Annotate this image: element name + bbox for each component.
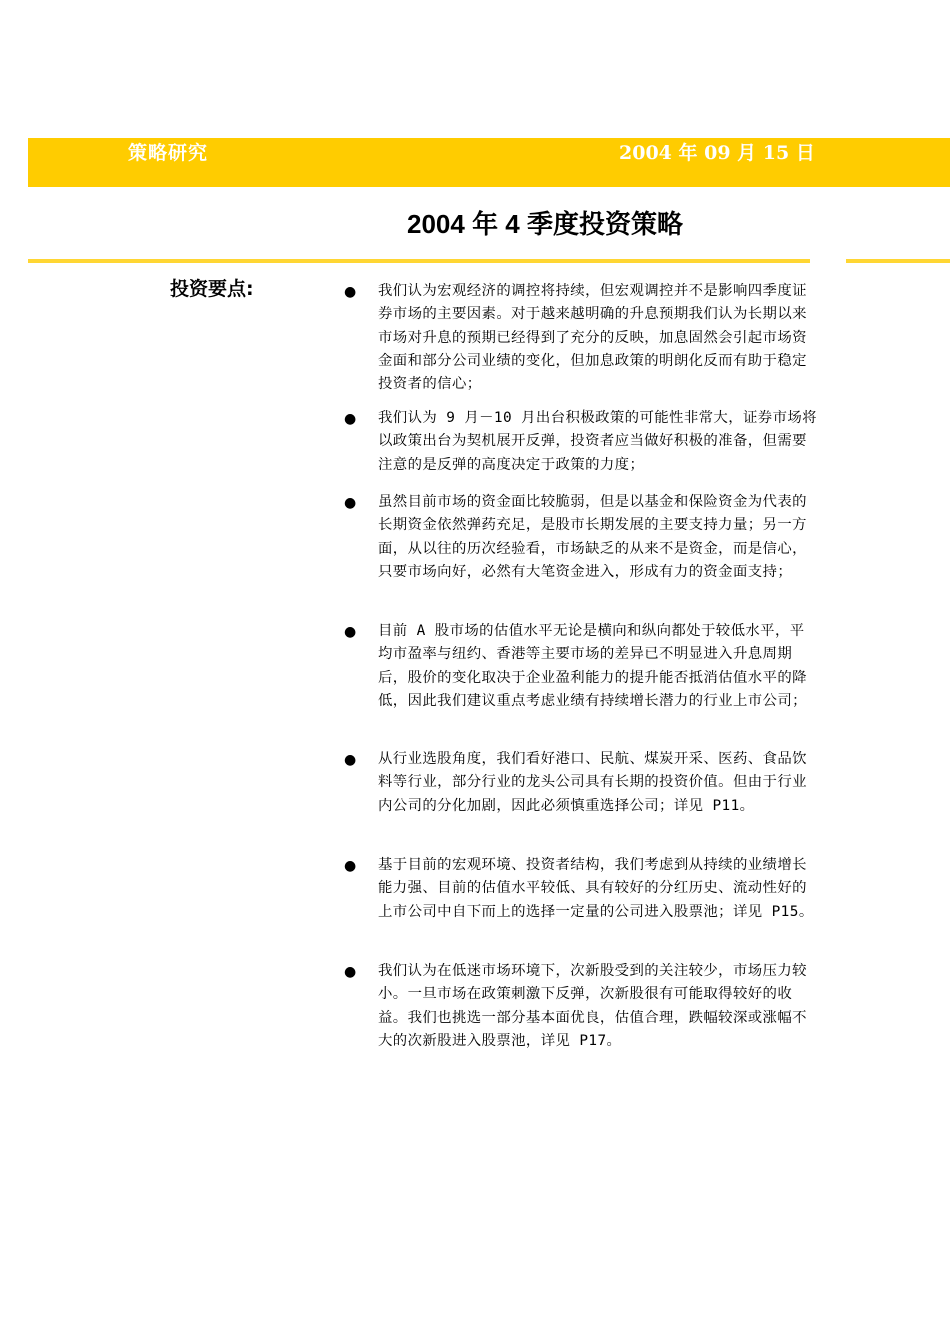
document-title: 2004 年 4 季度投资策略 bbox=[407, 209, 683, 239]
bullet-icon: ● bbox=[344, 858, 357, 874]
title-divider bbox=[28, 259, 950, 263]
key-point-text: 目前 A 股市场的估值水平无论是横向和纵向都处于较低水平，平均市盈率与纽约、香港等主要市场的差异已不明显进入升息周期后，股价的变化取决于企业盈利能力的提升能否抵消估值水平的降低，因此我们建议重点考虑业绩有持续增长潜力的行业上市公司； bbox=[378, 623, 807, 709]
report-date: 2004 年 09 月 15 日 bbox=[619, 142, 815, 164]
key-points-label: 投资要点: bbox=[170, 278, 254, 300]
bullet-icon: ● bbox=[344, 284, 357, 300]
key-point-text: 从行业选股角度，我们看好港口、民航、煤炭开采、医药、食品饮料等行业，部分行业的龙头公司具有长期的投资价值。但由于行业内公司的分化加剧，因此必须慎重选择公司；详见 P11。 bbox=[378, 751, 807, 814]
key-point-text: 我们认为宏观经济的调控将持续，但宏观调控并不是影响四季度证券市场的主要因素。对于越来越明确的升息预期我们认为长期以来市场对升息的预期已经得到了充分的反映，加息固然会引起市场资金面和部分公司业绩的变化，但加息政策的明朗化反而有助于稳定投资者的信心； bbox=[378, 283, 807, 393]
key-point-text: 我们认为在低迷市场环境下，次新股受到的关注较少，市场压力较小。一旦市场在政策刺激下反弹，次新股很有可能取得较好的收益。我们也挑选一部分基本面优良，估值合理，跌幅较深或涨幅不大的次新股进入股票池，详见 P17。 bbox=[378, 963, 807, 1049]
bullet-icon: ● bbox=[344, 624, 357, 640]
key-point-text: 虽然目前市场的资金面比较脆弱，但是以基金和保险资金为代表的长期资金依然弹药充足，是股市长期发展的主要支持力量；另一方面，从以往的历次经验看，市场缺乏的从来不是资金，而是信心，只要市场向好，必然有大笔资金进入，形成有力的资金面支持； bbox=[378, 494, 807, 580]
bullet-icon: ● bbox=[344, 752, 357, 768]
bullet-icon: ● bbox=[344, 964, 357, 980]
header-band bbox=[28, 138, 950, 187]
key-point-text: 我们认为 9 月－10 月出台积极政策的可能性非常大，证券市场将以政策出台为契机展开反弹，投资者应当做好积极的准备，但需要注意的是反弹的高度决定于政策的力度； bbox=[378, 410, 817, 473]
bullet-icon: ● bbox=[344, 411, 357, 427]
bullet-icon: ● bbox=[344, 495, 357, 511]
report-category: 策略研究 bbox=[128, 142, 209, 164]
key-point-text: 基于目前的宏观环境、投资者结构，我们考虑到从持续的业绩增长能力强、目前的估值水平较低、具有较好的分红历史、流动性好的上市公司中自下而上的选择一定量的公司进入股票池；详见 P15。 bbox=[378, 857, 814, 920]
